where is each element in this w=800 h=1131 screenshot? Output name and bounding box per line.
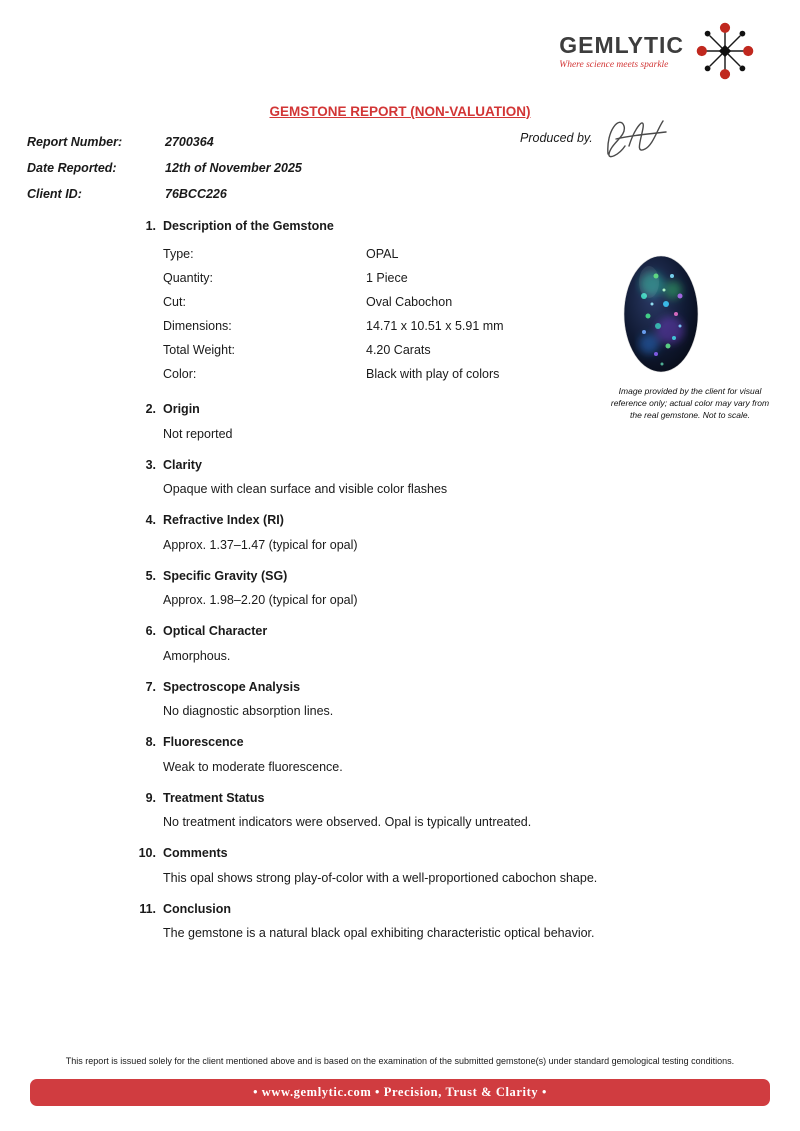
section-heading [132,623,692,639]
table-row [163,362,692,386]
section-body: Amorphous. [163,648,231,663]
logo-text [559,32,684,70]
section-title: Refractive Index (RI) [163,513,284,528]
section-heading [132,734,692,750]
row-value: Black with play of colors [366,367,500,382]
section-body: No treatment indicators were observed. Opal is typically untreated. [163,815,532,829]
meta-row-client-id [27,181,302,207]
logo-wordmark: GEMLYTIC [559,32,684,58]
section-number: 5. [145,568,156,583]
section-heading [132,512,692,528]
section-fluorescence [132,734,692,775]
section-specific-gravity [132,568,692,609]
gem-photo [622,254,700,379]
section-number: 1. [145,219,156,233]
meta-row-report-number [27,129,302,155]
section-title: Fluorescence [163,735,244,750]
section-treatment-status [132,790,692,831]
section-heading [132,218,692,234]
table-row [163,242,692,266]
row-label: Type: [163,247,194,262]
section-number: 3. [145,457,156,472]
section-description [132,218,692,386]
section-body: This opal shows strong play-of-color with a well-proportioned cabochon shape. [163,870,598,885]
report-body [132,218,692,956]
section-heading [132,568,692,584]
section-heading [132,457,692,473]
logo [559,22,754,80]
section-number: 2. [145,402,156,417]
section-number: 9. [145,790,156,805]
report-meta [27,129,302,207]
section-optical-character [132,623,692,664]
meta-value: 12th of November 2025 [165,161,302,175]
row-label: Color: [163,367,197,382]
meta-label: Report Number: [27,135,123,149]
row-value: 4.20 Carats [366,343,431,358]
row-value: Oval Cabochon [366,295,453,310]
section-title: Description of the Gemstone [163,219,334,233]
section-body: Weak to moderate fluorescence. [163,759,343,774]
section-number: 7. [145,679,156,694]
section-heading [132,790,692,806]
section-title: Clarity [163,457,202,472]
section-body: Approx. 1.98–2.20 (typical for opal) [163,593,358,607]
section-title: Conclusion [163,901,232,916]
gem-photo-caption: Image provided by the client for visual reference only; actual color may vary from the real gemstone. Not to scale. [610,386,770,420]
section-number: 11. [139,901,156,916]
section-title: Spectroscope Analysis [163,679,301,694]
row-value: 1 Piece [366,271,408,286]
logo-tagline: Where science meets sparkle [559,60,669,70]
section-heading [132,901,692,917]
section-title: Comments [163,846,228,861]
row-value: OPAL [366,247,399,262]
row-label: Total Weight: [163,343,236,358]
meta-row-date-reported [27,155,302,181]
section-title: Origin [163,402,200,417]
section-refractive-index [132,512,692,553]
section-heading [132,679,692,695]
table-row [163,338,692,362]
table-row [163,266,692,290]
section-clarity [132,457,692,498]
section-body: Opaque with clean surface and visible color flashes [163,482,448,496]
produced-by-label: Produced by. [520,131,593,145]
table-row [163,290,692,314]
table-row [163,314,692,338]
row-value: 14.71 x 10.51 x 5.91 mm [366,319,504,334]
row-label: Quantity: [163,271,214,286]
meta-label: Client ID: [27,187,82,201]
description-table [132,242,692,386]
signature-scribble [598,108,676,171]
row-label: Cut: [163,295,186,310]
section-number: 10. [138,846,156,861]
section-spectroscope [132,679,692,720]
section-body: The gemstone is a natural black opal exhibiting characteristic optical behavior. [163,926,595,940]
gemlytic-burst-icon [696,22,754,80]
meta-label: Date Reported: [27,161,117,175]
section-body: Approx. 1.37–1.47 (typical for opal) [163,537,358,552]
footer-bar: • www.gemlytic.com • Precision, Trust & Clarity • [30,1079,770,1106]
section-title: Specific Gravity (SG) [163,568,288,583]
report-title: GEMSTONE REPORT (NON-VALUATION) [269,104,531,119]
section-number: 4. [145,513,156,528]
section-body: No diagnostic absorption lines. [163,704,334,718]
section-number: 8. [145,735,156,750]
meta-value: 76BCC226 [165,187,227,201]
meta-value: 2700364 [165,135,214,149]
section-title: Optical Character [163,624,268,639]
section-heading [132,845,692,861]
section-comments [132,845,692,886]
section-body: Not reported [163,426,233,441]
row-label: Dimensions: [163,319,232,334]
section-number: 6. [145,624,156,639]
footer-disclaimer: This report is issued solely for the client mentioned above and is based on the examination of the submitted gemstone(s) under standard gemological testing conditions. [65,1056,735,1066]
section-conclusion [132,901,692,942]
section-title: Treatment Status [163,790,265,805]
